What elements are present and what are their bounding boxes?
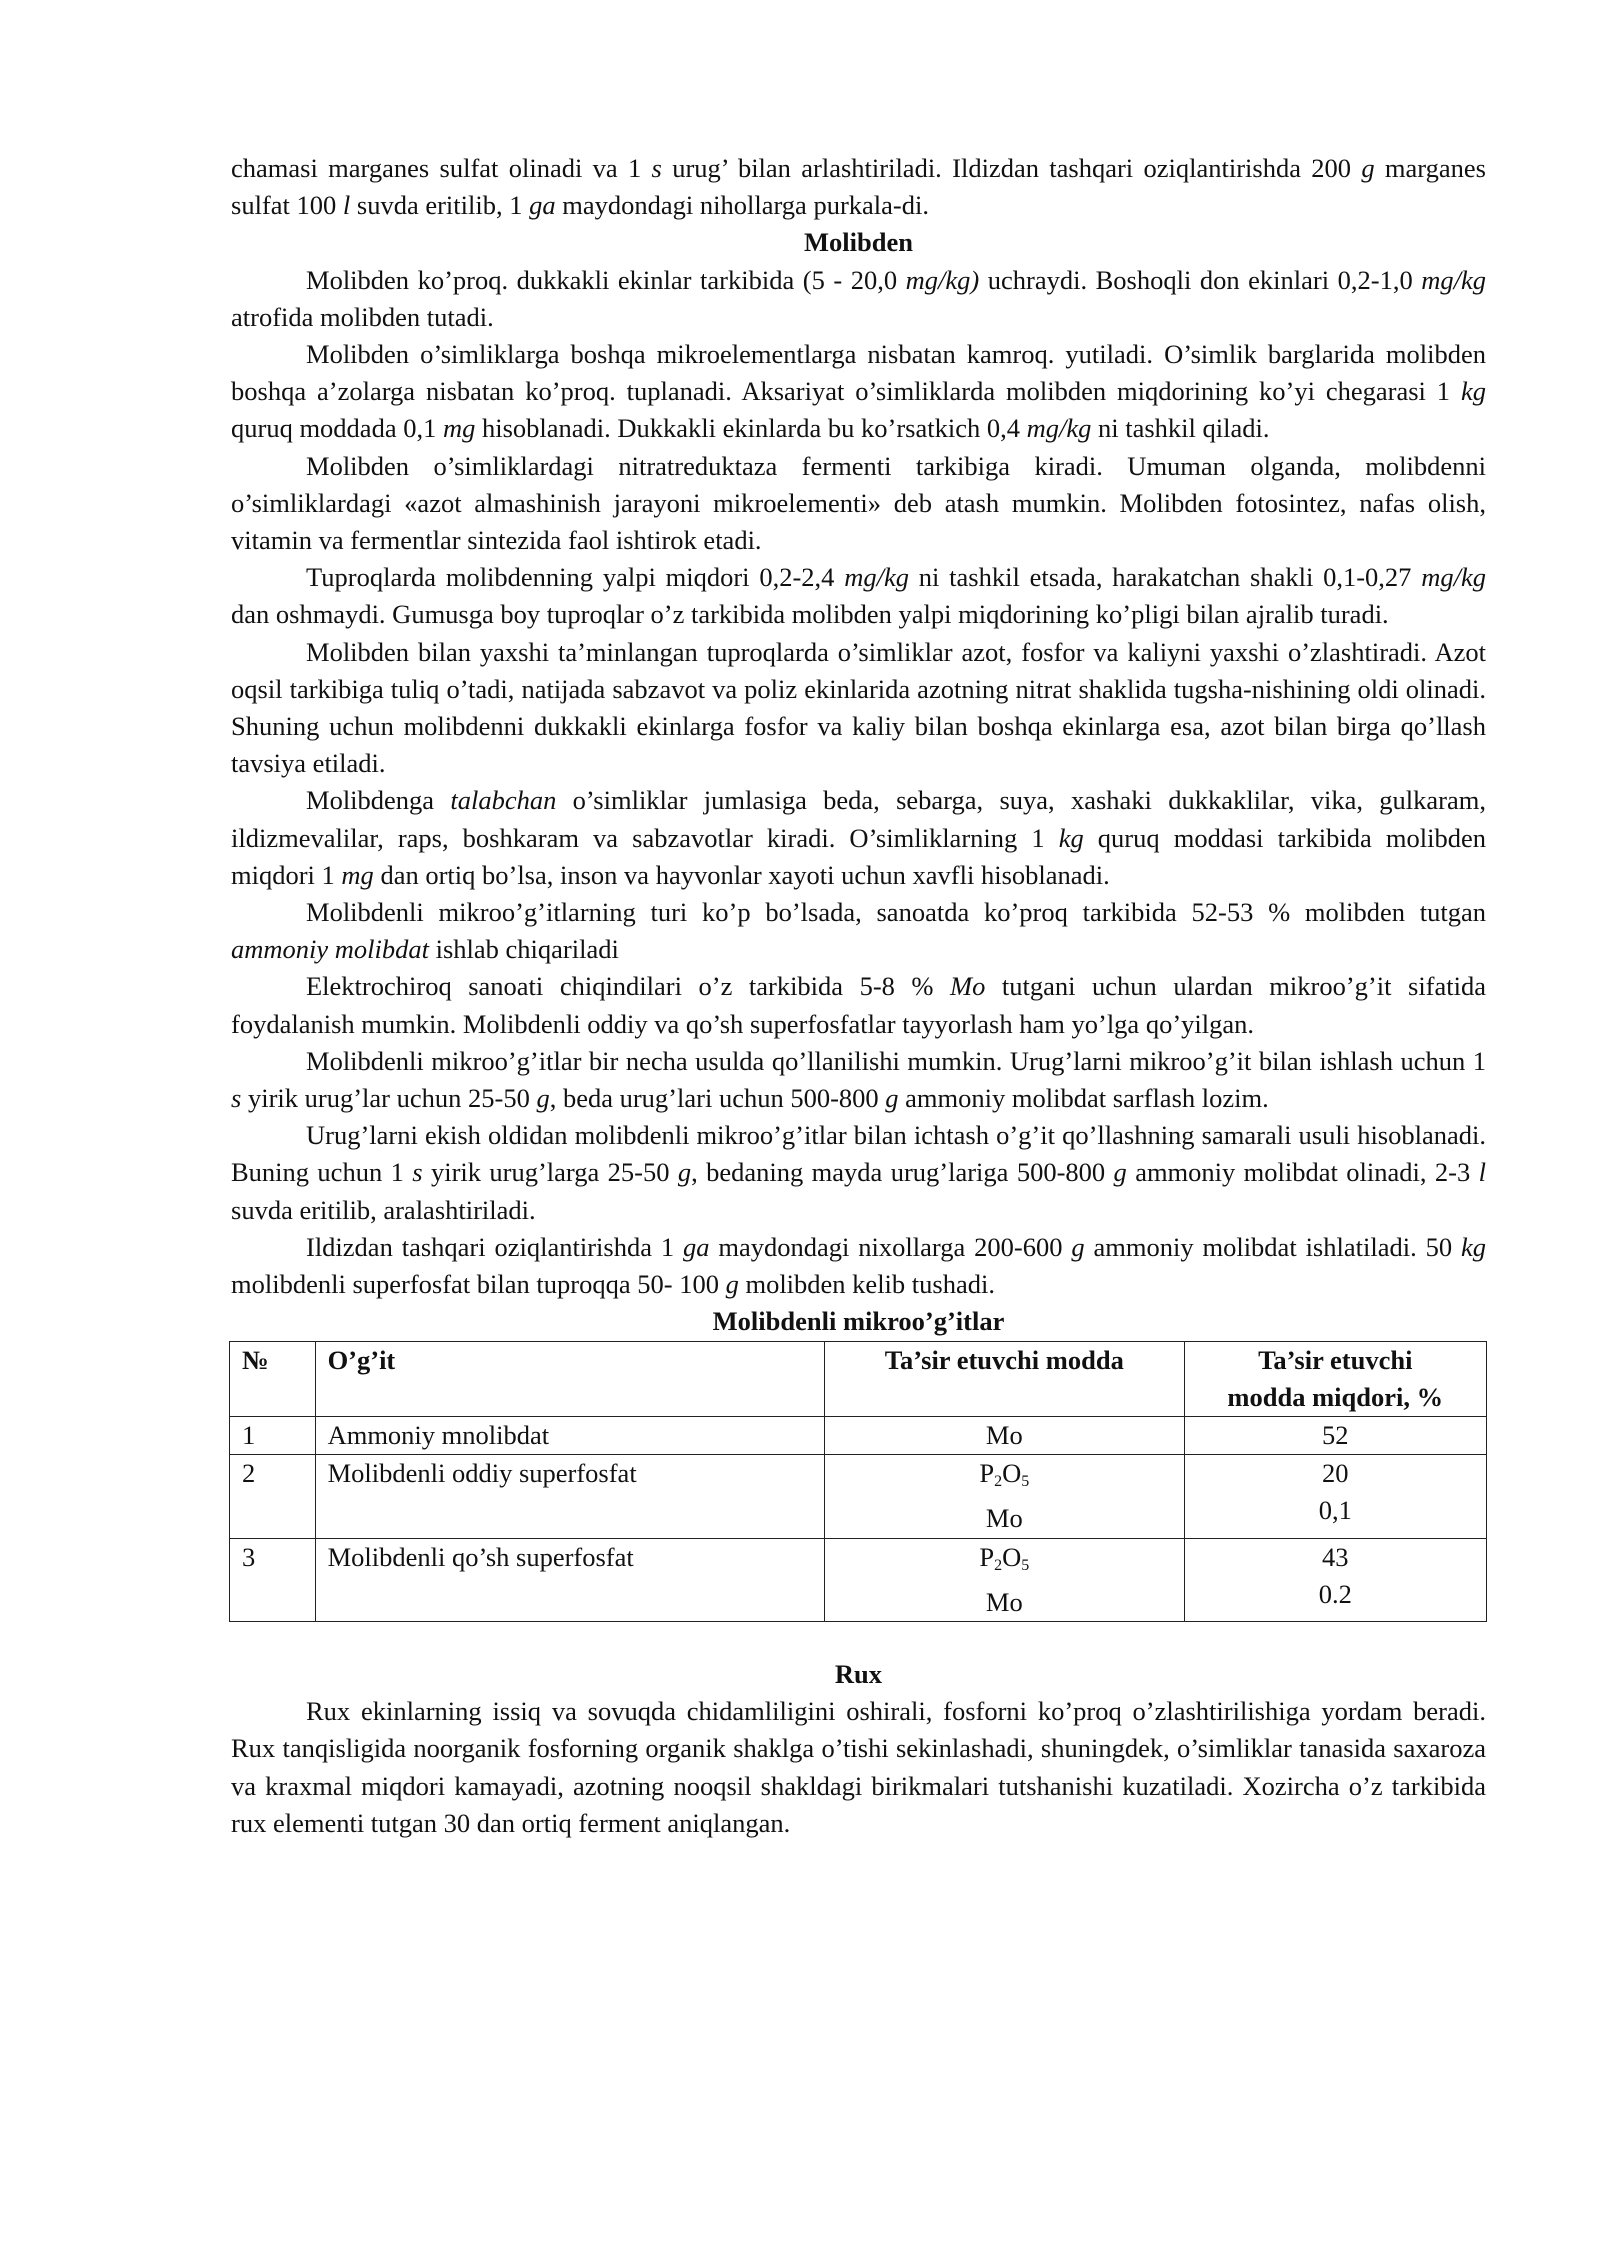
header-fertilizer: O’g’it	[315, 1341, 825, 1416]
header-substance: Ta’sir etuvchi modda	[825, 1341, 1184, 1416]
fertilizer-table	[229, 1341, 1487, 1622]
table-header-row	[230, 1341, 1487, 1416]
paragraph: Molibden o’simliklardagi nitratreduktaza fermenti tarkibiga kiradi. Umuman olganda, molibdenni o’simliklardagi «azot almashinish jarayoni mikroelementi» deb atash mumkin. Molibden fotosintez, nafas olish, vitamin va fermentlar sintezida faol ishtirok etadi.	[231, 450, 1486, 556]
table-title: Molibdenli mikroo’g’itlar	[712, 1306, 1005, 1337]
row-percent: 20 0,1	[1184, 1455, 1486, 1538]
paragraph: Molibden ko’proq. dukkakli ekinlar tarkibida (5 - 20,0 mg/kg) uchraydi. Boshoqli don ekinlari 0,2-1,0 mg/kg atrofida molibden tutadi.	[231, 264, 1486, 332]
paragraph: Molibden bilan yaxshi ta’minlangan tuproqlarda o’simliklar azot, fosfor va kaliyni yaxshi o’zlashtiradi. Azot oqsil tarkibiga tuliq o’tadi, natijada sabzavot va poliz ekinlarida azotning nitrat shaklida tugsha-nishining oldi olinadi. Shuning uchun molibdenni dukkakli ekinlarga fosfor va kaliy bilan boshqa ekinlarga esa, azot bilan birga qo’llash tavsiya etiladi.	[231, 636, 1486, 779]
paragraph: Molibdenli mikroo’g’itlarning turi ko’p bo’lsada, sanoatda ko’proq tarkibida 52-53 % molibden tutgan ammoniy molibdat ishlab chiqariladi	[231, 897, 1486, 965]
table-row	[230, 1416, 1487, 1454]
header-percent: Ta’sir etuvchi modda miqdori, %	[1184, 1341, 1486, 1416]
row-fertilizer-name: Ammoniy mnolibdat	[315, 1416, 825, 1454]
paragraph: Molibdenli mikroo’g’itlar bir necha usulda qo’llanilishi mumkin. Urug’larni mikroo’g’it bilan ishlash uchun 1 s yirik urug’lar uchun 25-50 g, beda urug’lari uchun 500-800 g ammoniy molibdat sarflash lozim.	[231, 1045, 1486, 1114]
row-percent: 52	[1184, 1416, 1486, 1454]
paragraph: Ildizdan tashqari oziqlantirishda 1 ga maydondagi nixollarga 200-600 g ammoniy molibdat ishlatiladi. 50 kg molibdenli superfosfat bilan tuproqqa 50- 100 g molibden kelib tushadi.	[231, 1231, 1486, 1300]
row-fertilizer-name: Molibdenli qo’sh superfosfat	[315, 1538, 825, 1621]
section-heading-rux: Rux	[834, 1658, 883, 1689]
row-percent: 43 0.2	[1184, 1538, 1486, 1621]
row-number: 3	[230, 1538, 316, 1621]
row-fertilizer-name: Molibdenli oddiy superfosfat	[315, 1455, 825, 1538]
paragraph: Urug’larni ekish oldidan molibdenli mikroo’g’itlar bilan ichtash o’g’it qo’llashning samarali usuli hisoblanadi. Buning uchun 1 s yirik urug’larga 25-50 g, bedaning mayda urug’lariga 500-800 g ammoniy molibdat olinadi, 2-3 l suvda eritilib, aralashtiriladi.	[231, 1120, 1486, 1225]
paragraph: Elektrochiroq sanoati chiqindilari o’z tarkibida 5-8 % Mo tutgani uchun ulardan mikroo’g’it sifatida foydalanish mumkin. Molibdenli oddiy va qo’sh superfosfatlar tayyorlash ham yo’lga qo’yilgan.	[231, 971, 1487, 1039]
section-heading-molibden: Molibden	[804, 227, 913, 258]
paragraph: Molibdenga talabchan o’simliklar jumlasiga beda, sebarga, suya, xashaki dukkaklilar, vika, gulkaram, ildizmevalilar, raps, boshkaram va sabzavotlar kiradi. O’simliklarning 1 kg quruq moddasi tarkibida molibden miqdori 1 mg dan ortiq bo’lsa, inson va hayvonlar xayoti uchun xavfli hisoblanadi.	[231, 785, 1487, 890]
row-substance: $P_2O_5$ Mo	[825, 1455, 1184, 1538]
row-substance: $P_2O_5$ Mo	[825, 1538, 1184, 1621]
paragraph: Rux ekinlarning issiq va sovuqda chidamliligini oshirali, fosforni ko’proq o’zlashtirilishiga yordam beradi. Rux tanqisligida noorganik fosforning organik shaklga o’tishi sekinlashadi, shuningdek, o’simliklar tanasida saxaroza va kraxmal miqdori kamayadi, azotning nooqsil shakldagi birikmalari tutshanishi kuzatiladi. Xozircha o’z tarkibida rux elementi tutgan 30 dan ortiq ferment aniqlangan.	[231, 1696, 1486, 1838]
page-content	[231, 150, 1486, 1842]
paragraph: Tuproqlarda molibdenning yalpi miqdori 0,2-2,4 mg/kg ni tashkil etsada, harakatchan shakli 0,1-0,27 mg/kg dan oshmaydi. Gumusga boy tuproqlar o’z tarkibida molibden yalpi miqdorining ko’pligi bilan ajralib turadi.	[231, 562, 1486, 630]
paragraph: Molibden o’simliklarga boshqa mikroelementlarga nisbatan kamroq. yutiladi. O’simlik barglarida molibden boshqa a’zolarga nisbatan ko’proq. tuplanadi. Aksariyat o’simliklarda molibden miqdorining ko’yi chegarasi 1 kg quruq moddada 0,1 mg hisoblanadi. Dukkakli ekinlarda bu ko’rsatkich 0,4 mg/kg ni tashkil qiladi.	[231, 339, 1486, 444]
paragraph-intro: chamasi marganes sulfat olinadi va 1 s urug’ bilan arlashtiriladi. Ildizdan tashqari oziqlantirishda 200 g marganes sulfat 100 l suvda eritilib, 1 ga maydondagi nihollarga purkala-di.	[231, 153, 1486, 221]
row-number: 2	[230, 1455, 316, 1538]
row-number: 1	[230, 1416, 316, 1454]
header-number: №	[230, 1341, 316, 1416]
row-substance: Mo	[825, 1416, 1184, 1454]
table-row	[230, 1455, 1487, 1538]
table-row	[230, 1538, 1487, 1621]
